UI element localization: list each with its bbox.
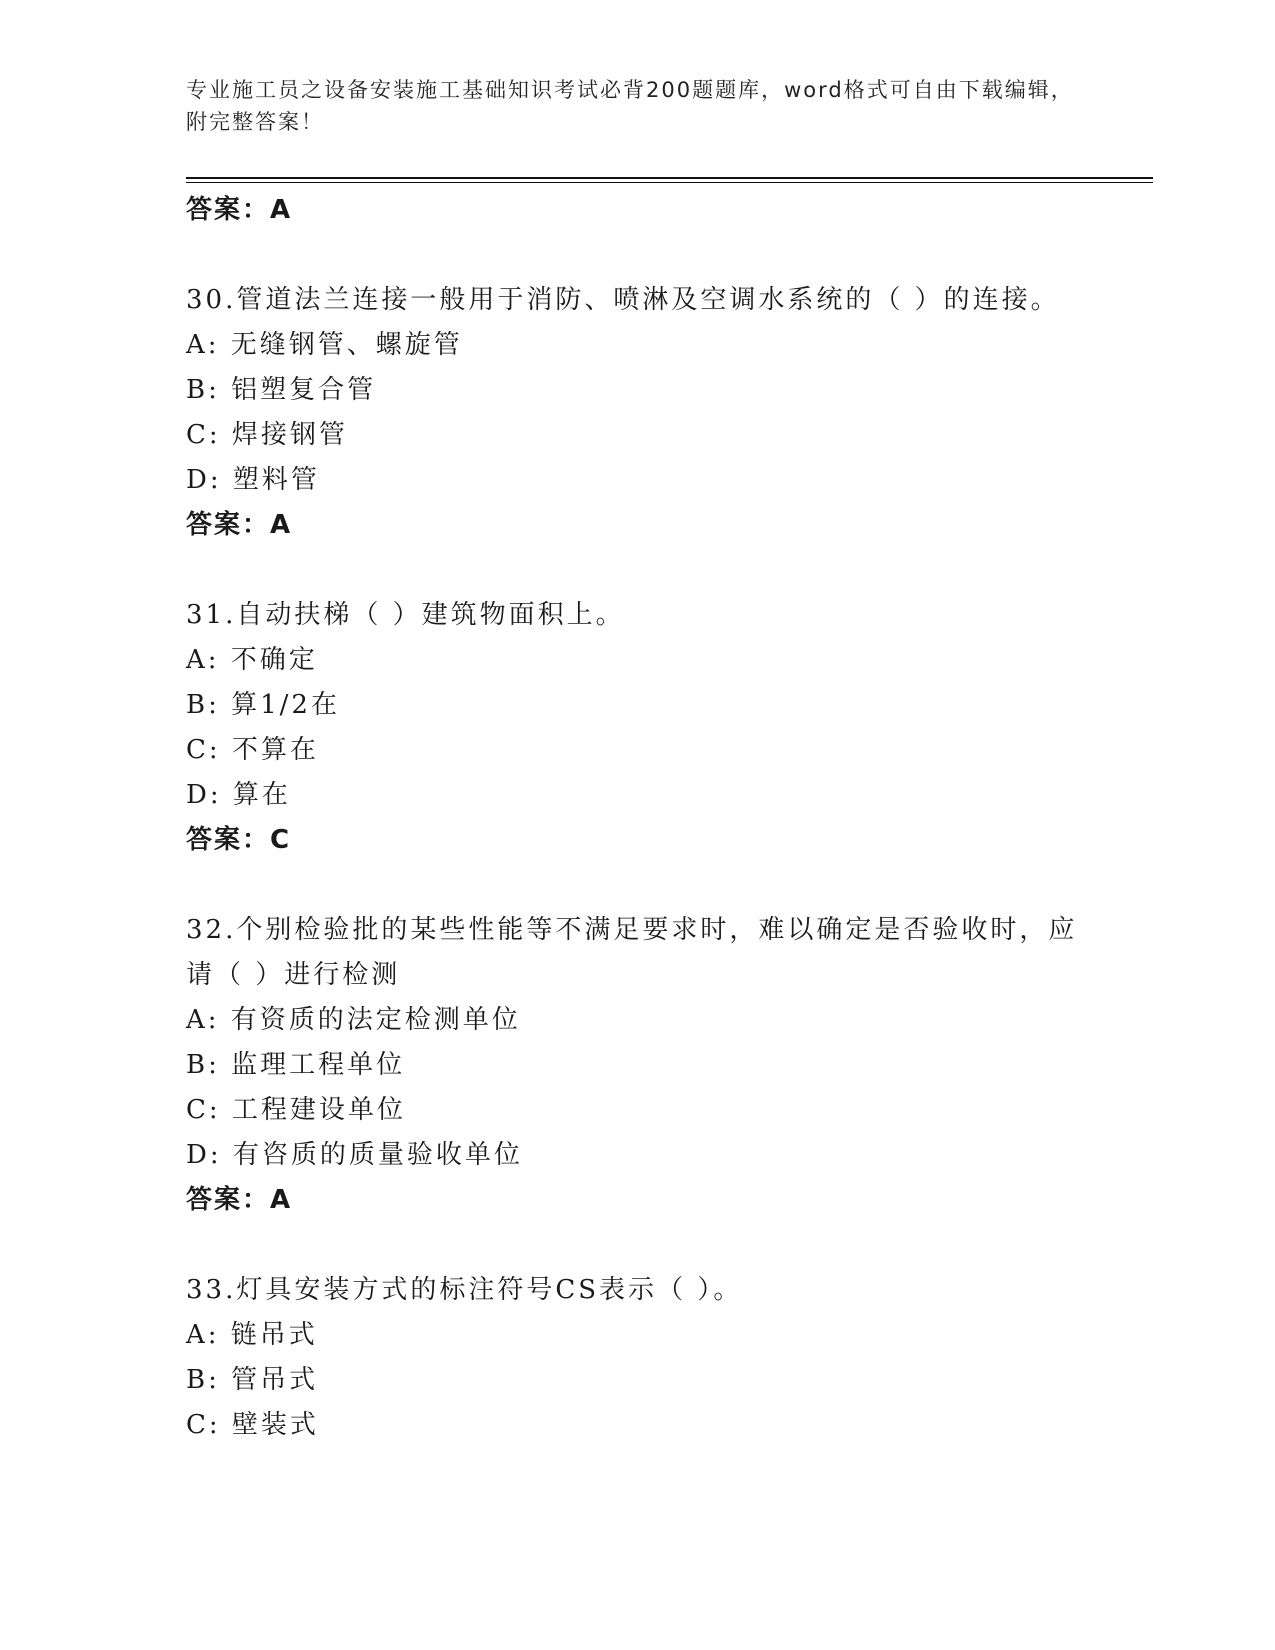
question-block	[186, 1268, 1086, 1448]
option-a: A: 不确定	[186, 645, 318, 675]
option-b: B: 管吊式	[186, 1365, 319, 1395]
header-rule-thick	[186, 177, 1153, 179]
question-stem: 30.管道法兰连接一般用于消防、喷淋及空调水系统的（ ）的连接。	[186, 285, 1060, 315]
spacer	[186, 1223, 1086, 1268]
option-a: A: 无缝钢管、螺旋管	[186, 330, 463, 360]
option-c: C: 工程建设单位	[186, 1095, 406, 1125]
spacer	[186, 548, 1086, 593]
question-block	[186, 593, 1086, 863]
option-a: A: 有资质的法定检测单位	[186, 1005, 521, 1035]
question-stem-line-1: 32.个别检验批的某些性能等不满足要求时，难以确定是否验收时，应	[186, 915, 1078, 945]
option-c: C: 焊接钢管	[186, 420, 348, 450]
question-stem: 31.自动扶梯（ ）建筑物面积上。	[186, 600, 625, 630]
document-header: 专业施工员之设备安装施工基础知识考试必背200题题库，word格式可自由下载编辑，附完整答案！	[186, 78, 1074, 134]
answer-line: 答案：A	[186, 1185, 293, 1215]
answer-line: 答案：C	[186, 825, 292, 855]
option-c: C: 壁装式	[186, 1410, 319, 1440]
option-b: B: 铝塑复合管	[186, 375, 377, 405]
option-d: D: 有咨质的质量验收单位	[186, 1140, 523, 1170]
answer-line: 答案：A	[186, 510, 293, 540]
spacer	[186, 863, 1086, 908]
question-block	[186, 278, 1086, 548]
option-b: B: 监理工程单位	[186, 1050, 406, 1080]
question-stem: 33.灯具安装方式的标注符号CS表示（ ）。	[186, 1275, 743, 1305]
option-a: A: 链吊式	[186, 1320, 318, 1350]
option-d: D: 算在	[186, 780, 291, 810]
answer-line: 答案：A	[186, 195, 293, 225]
option-b: B: 算1/2在	[186, 690, 340, 720]
header-rule-thin	[186, 182, 1153, 183]
question-stem-line-2: 请（ ）进行检测	[186, 960, 401, 990]
question-block	[186, 908, 1086, 1223]
question-list	[186, 188, 1086, 1448]
option-c: C: 不算在	[186, 735, 319, 765]
spacer	[186, 233, 1086, 278]
option-d: D: 塑料管	[186, 465, 320, 495]
